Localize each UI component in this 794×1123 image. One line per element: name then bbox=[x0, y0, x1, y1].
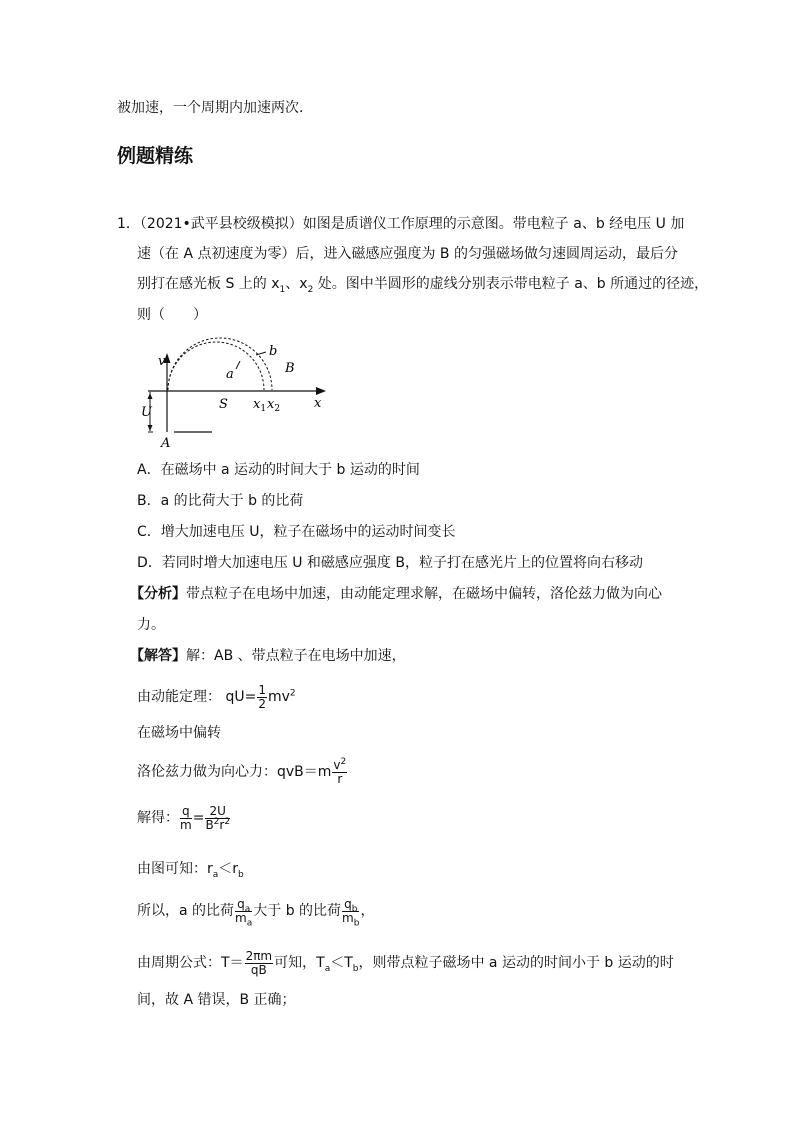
solution-tag: 【解答】 bbox=[130, 648, 186, 664]
label-S: S bbox=[219, 397, 228, 412]
section-title: 例题精练 bbox=[117, 145, 194, 167]
mass-spectrometer-figure bbox=[140, 335, 340, 450]
x-axis-arrowhead bbox=[316, 387, 326, 395]
equation-charge-mass-ratio: 解得： $\frac{q}{m}$ = $\frac{2U}{B^2r^2}$ bbox=[137, 803, 231, 832]
conclusion-line: 间，故 A 错误，B 正确； bbox=[137, 992, 296, 1008]
ratio-comparison: 所以，a 的比荷 $\frac{q_a}{m_a}$ 大于 b 的比荷 $\frac{q_b}{m_b}$ ， bbox=[137, 896, 375, 928]
question-text: （2021•武平县校级模拟）如图是质谱仪工作原理的示意图。带电粒子 a、b 经电压 U 加 bbox=[139, 216, 685, 232]
pointer-a bbox=[236, 361, 240, 369]
analysis-line-1: 【分析】带点粒子在电场中加速，由动能定理求解，在磁场中偏转，洛伦兹力做为向心 bbox=[130, 586, 662, 602]
question-line-1 bbox=[117, 214, 684, 234]
trajectory-a bbox=[168, 342, 264, 390]
label-v: v bbox=[158, 354, 166, 369]
option-d: D．若同时增大加速电压 U 和磁感应强度 B，粒子打在感光片上的位置将向右移动 bbox=[137, 555, 643, 571]
question-line-3: 别打在感光板 S 上的 $x_1$、$x_2$ 处。图中半圆形的虚线分别表示带电粒子 a、b 所通过的径迹， bbox=[137, 276, 709, 295]
analysis-line-2: 力。 bbox=[137, 617, 165, 633]
option-c: C．增大加速电压 U，粒子在磁场中的运动时间变长 bbox=[137, 524, 456, 540]
question-line-2: 速（在 A 点初速度为零）后，进入磁感应强度为 B 的匀强磁场做匀速圆周运动，最后分 bbox=[137, 246, 678, 262]
continued-text-line: 被加速，一个周期内加速两次． bbox=[117, 100, 313, 116]
option-a: A．在磁场中 a 运动的时间大于 b 运动的时间 bbox=[137, 462, 420, 478]
radius-comparison: 由图可知：$r_a<r_b$ bbox=[137, 861, 244, 880]
label-b-small: b bbox=[269, 344, 278, 359]
magnetic-deflection-line: 在磁场中偏转 bbox=[137, 725, 221, 741]
label-U: U bbox=[141, 405, 152, 420]
question-line-4: 则（ ） bbox=[137, 307, 207, 323]
equation-lorentz-force: 洛伦兹力做为向心力：qvB＝m $\frac{v^2}{r}$ bbox=[137, 756, 347, 786]
label-x2: $x_2$ bbox=[267, 397, 281, 414]
period-formula-line: 由周期公式：T＝ $\frac{2\pi m}{qB}$ 可知，$T_a<T_b$，则带点粒子磁场中 a 运动的时间小于 b 运动的时 bbox=[137, 948, 674, 977]
label-B: B bbox=[285, 361, 295, 376]
question-number: 1． bbox=[117, 216, 140, 232]
label-A: A bbox=[161, 436, 171, 450]
equation-kinetic-energy: 由动能定理： qU= $\frac{1}{2}$ $mv^2$ bbox=[137, 682, 296, 711]
option-b: B．a 的比荷大于 b 的比荷 bbox=[137, 493, 304, 509]
voltage-arrow-down bbox=[148, 425, 153, 431]
solution-line-1: 【解答】解：AB 、带点粒子在电场中加速， bbox=[130, 648, 406, 664]
analysis-tag: 【分析】 bbox=[130, 586, 186, 602]
voltage-arrow-up bbox=[148, 393, 153, 399]
label-x1: $x_1$ bbox=[253, 397, 267, 414]
label-a-small: a bbox=[226, 367, 234, 382]
label-x: x bbox=[314, 396, 322, 411]
